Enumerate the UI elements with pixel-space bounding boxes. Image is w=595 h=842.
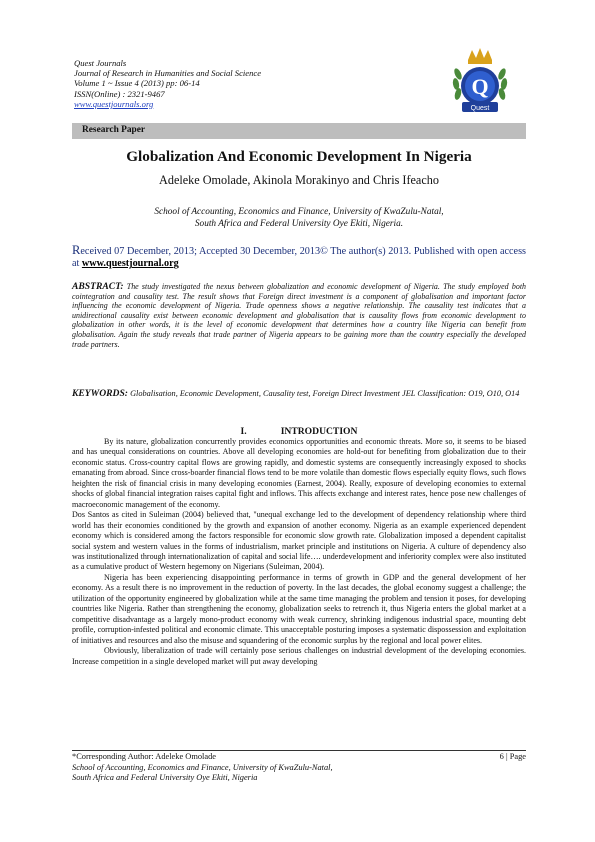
abstract-label: ABSTRACT: <box>72 281 124 292</box>
footer-affiliation: South Africa and Federal University Oye Ekiti, Nigeria <box>72 773 258 783</box>
paragraph: Dos Santos as cited in Suleiman (2004) believed that, "unequal exchange led to the development of dependency relationship where third world has their economies conditioned by the growth and expansion of another economy. Nigeria as an example experienced dependent economy which is considered among the factors responsible for economic slow growth rate. Globalization imposed a dependent capitalist social system and western values in the forms of industrialism, market principle and institutions on Nigeria. A culture of dependency also was institutionalized through internationalization of capital and social life…. underdevelopment and inferiority complex were also instituted as a cumulative product of Western hegemony on Nigerians (Suleiman, 2004). <box>72 510 526 572</box>
page-footer <box>72 752 526 784</box>
keywords <box>72 389 526 399</box>
footer-divider <box>72 750 526 751</box>
page-number: 6 | Page <box>499 752 526 761</box>
footer-affiliation: School of Accounting, Economics and Finance, University of KwaZulu-Natal, <box>72 762 333 772</box>
received-notice <box>72 244 526 271</box>
logo-letter: Q <box>471 74 489 99</box>
received-text: eceived 07 December, 2013; Accepted 30 December, 2013© The author(s) 2013. Published with open access at <box>72 246 526 270</box>
keywords-text: Globalisation, Economic Development, Causality test, Foreign Direct Investment JEL Classification: O19, O10, O14 <box>130 389 520 398</box>
affiliation-line: South Africa and Federal University Oye Ekiti, Nigeria. <box>194 218 404 229</box>
issn: ISSN(Online) : 2321-9467 <box>74 88 165 99</box>
body-text <box>72 437 526 667</box>
paragraph: Nigeria has been experiencing disappointing performance in terms of growth in GDP and the general development of her economy. As a result there is no improvement in the reduction of poverty. In the last decades, the global economy suggest a challenge; the utilization of the opportunity engineered by globalization while at the same time managing the problem and tension it poses, for developing countries like Nigeria. Rather than strengthening the economy, globalization seeks to retrench it, thus Nigeria enters the global market at a competitive disadvantage as a largely mono-product economy with weak currency, shrinking indigenous industrial space, mounting debt profile, corruption-infested political and economic climate. This unacceptable posturing imposes a systematic dispossession and exploitation of initiatives and resources and also the misuse and squandering of the economic surplus by the regional and local power elites. <box>72 572 526 645</box>
abstract <box>72 282 526 349</box>
paragraph: Obviously, liberalization of trade will certainly pose serious challenges on industrial development of the developing economies. Increase competition in a single developed market will put away developing <box>72 646 526 666</box>
quest-journals-logo <box>448 44 512 116</box>
volume-info: Volume 1 ~ Issue 4 (2013) pp: 06-14 <box>74 78 200 89</box>
received-initial: R <box>72 243 81 257</box>
affiliation-line: School of Accounting, Economics and Finance, University of KwaZulu-Natal, <box>154 207 444 217</box>
journal-url-link[interactable]: www.questjournals.org <box>74 98 154 109</box>
article-type-label: Research Paper <box>82 125 146 135</box>
logo-wordmark: Quest <box>470 105 490 112</box>
section-band <box>72 123 526 139</box>
paragraph: By its nature, globalization concurrently provides economics opportunities and economic threats. More so, it seems to be biased and has unequal considerations on countries. Above all developing economies are hold-out for benefiting from globalization due to their economic status. Cross-country capital flows are growing rapidly, and domestic systems are consequently increasingly exposed to shocks emanating from abroad. Since cross-boarder financial flows tend to be more volatile than domestic flows especially equity flows, such flows heighten the risk of financial crisis in many developing economies (Earnest, 2004). Really, exposure of developing economies to external shocks of global financial integration raises capital fight and inflows. This affects exchange and interest rates, hence pose new challenges of macroeconomic management of the economy. <box>72 437 526 509</box>
questjournal-link[interactable]: www.questjournal.org <box>81 258 179 270</box>
journal-name: Journal of Research in Humanities and Social Science <box>74 68 262 79</box>
paper-authors: Adeleke Omolade, Akinola Morakinyo and Chris Ifeacho <box>159 173 439 187</box>
section-title: INTRODUCTION <box>280 426 358 437</box>
section-number: I. <box>240 426 247 437</box>
corresponding-author: *Corresponding Author: Adeleke Omolade <box>72 752 216 761</box>
keywords-label: KEYWORDS: <box>72 388 128 399</box>
publisher-name: Quest Journals <box>74 58 127 68</box>
journal-masthead <box>74 58 404 109</box>
paper-title: Globalization And Economic Development In Nigeria <box>126 148 472 165</box>
crown-icon <box>468 48 492 64</box>
author-affiliation <box>72 207 526 230</box>
section-heading <box>72 426 526 437</box>
abstract-text: The study investigated the nexus between globalization and economic development of Nigeria. The study employed both cointegration and causality test. The result shows that Foreign direct investment is a component of globalisation and important factor influencing the economic development of Nigeria. Trade openness shows a negative relationship. The causality test indicates that a unidirectional causality exist between economic development and globalisation that is causality flows from economic development to globalization in other words, it is the level of economic development that determines how a country like Nigeria can benefit from globalisation. Again the study reveals that trade partner of Nigeria appears to be gaining more than the country especially the developed trade partners. <box>72 282 526 349</box>
